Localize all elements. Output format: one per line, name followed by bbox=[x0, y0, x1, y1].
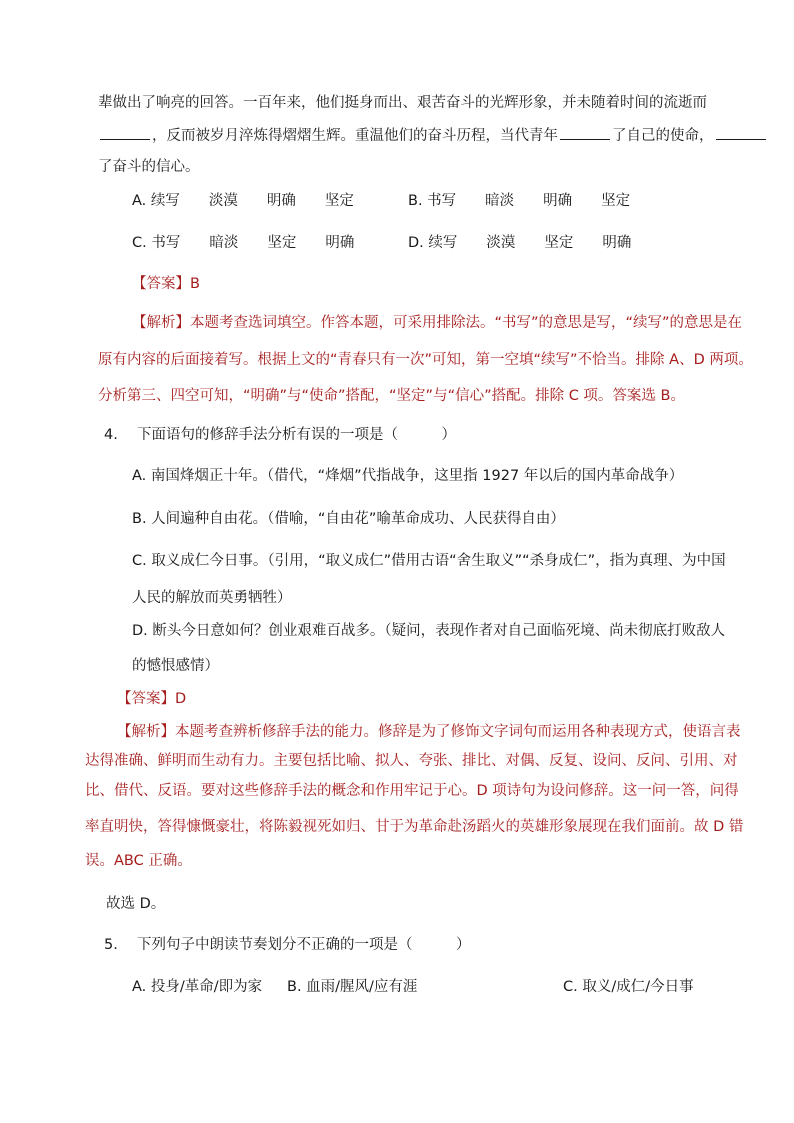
q3-text-line-3: 了奋斗的信心。 bbox=[98, 159, 200, 175]
fill-blank-1 bbox=[100, 125, 150, 140]
answer-tag: 【答案】 bbox=[132, 276, 190, 292]
answer-value: D bbox=[175, 691, 187, 707]
fill-blank-2 bbox=[560, 125, 610, 140]
q4-analysis-line-4: 率直明快，答得慷慨豪壮，将陈毅视死如归、甘于为革命赴汤蹈火的英雄形象展现在我们面前。故 D 错 bbox=[85, 819, 744, 835]
q3-text-line-2b: 了自己的使命， bbox=[612, 128, 714, 144]
q3-answer bbox=[132, 274, 200, 294]
analysis-text: 本题考查辨析修辞手法的能力。修辞是为了修饰文字词句而运用各种表现方式，使语言表 bbox=[175, 724, 741, 740]
analysis-text: 本题考查选词填空。作答本题，可采用排除法。“书写”的意思是写，“续写”的意思是在 bbox=[190, 315, 743, 331]
analysis-tag: 【解析】 bbox=[117, 724, 175, 740]
q5-stem: 5. 下列句子中朗读节奏划分不正确的一项是（ ） bbox=[104, 937, 471, 953]
q3-analysis-line-3: 分析第三、四空可知，“明确”与“使命”搭配，“坚定”与“信心”搭配。排除 C 项。答案选 B。 bbox=[98, 388, 685, 404]
q3-option-a: A. 续写 淡漠 明确 坚定 bbox=[132, 193, 354, 209]
analysis-tag: 【解析】 bbox=[132, 315, 190, 331]
q4-analysis-line-3: 比、借代、反语。要对这些修辞手法的概念和作用牢记于心。D 项诗句为设问修辞。这一问一答，问得 bbox=[85, 783, 739, 799]
answer-tag: 【答案】 bbox=[117, 691, 175, 707]
q5-option-b: B. 血雨/腥风/应有涯 bbox=[287, 979, 418, 995]
q4-analysis-line-1 bbox=[117, 722, 741, 742]
q3-option-b: B. 书写 暗淡 明确 坚定 bbox=[408, 193, 631, 209]
q5-option-a: A. 投身/革命/即为家 bbox=[132, 979, 263, 995]
q3-option-c: C. 书写 暗淡 坚定 明确 bbox=[132, 235, 355, 251]
q3-analysis-line-1 bbox=[132, 313, 742, 333]
q3-text-line-2 bbox=[98, 125, 768, 146]
q4-conclusion: 故选 D。 bbox=[106, 896, 166, 912]
q4-analysis-line-2: 达得准确、鲜明而生动有力。主要包括比喻、拟人、夸张、排比、对偶、反复、设问、反问、引用、对 bbox=[85, 753, 738, 769]
q4-answer bbox=[117, 689, 186, 709]
q3-analysis-line-2: 原有内容的后面接着写。根据上文的“青春只有一次”可知，第一空填“续写”不恰当。排除 A、D 两项。 bbox=[98, 352, 753, 368]
fill-blank-3 bbox=[716, 125, 766, 140]
q4-option-d-line-2: 的憾恨感情） bbox=[132, 658, 219, 674]
q4-stem: 4. 下面语句的修辞手法分析有误的一项是（ ） bbox=[104, 427, 456, 443]
q4-analysis-line-5: 误。ABC 正确。 bbox=[85, 853, 192, 869]
q3-option-d: D. 续写 淡漠 坚定 明确 bbox=[408, 235, 632, 251]
q4-option-b: B. 人间遍种自由花。（借喻，“自由花”喻革命成功、人民获得自由） bbox=[132, 511, 565, 527]
q4-option-a: A. 南国烽烟正十年。（借代，“烽烟”代指战争，这里指 1927 年以后的国内革命战争） bbox=[132, 468, 684, 484]
answer-value: B bbox=[190, 276, 200, 292]
q4-option-c-line-1: C. 取义成仁今日事。（引用，“取义成仁”借用古语“舍生取义”“杀身成仁”，指为真理、为中国 bbox=[132, 553, 726, 569]
q3-text-line-1: 辈做出了响亮的回答。一百年来，他们挺身而出、艰苦奋斗的光辉形象，并未随着时间的流逝而 bbox=[98, 95, 707, 111]
q5-option-c: C. 取义/成仁/今日事 bbox=[563, 979, 694, 995]
q4-option-d-line-1: D. 断头今日意如何？创业艰难百战多。（疑问，表现作者对自己面临死境、尚未彻底打败敌人 bbox=[132, 623, 726, 639]
q3-text-line-2a: ，反而被岁月淬炼得熠熠生辉。重温他们的奋斗历程，当代青年 bbox=[152, 128, 558, 144]
q4-option-c-line-2: 人民的解放而英勇牺牲） bbox=[132, 590, 292, 606]
